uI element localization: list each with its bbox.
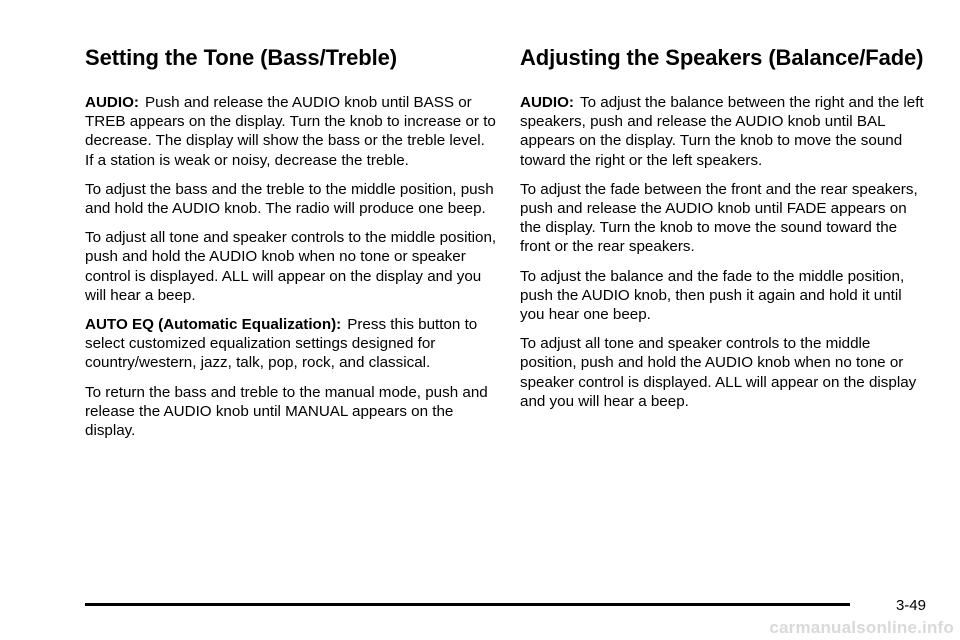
tone-audio-paragraph [85, 93, 497, 170]
auto-eq-text: Press this button to select customized equalization settings designed for country/western, jazz, talk, pop, rock, and classical. [85, 316, 478, 372]
page-number: 3-49 [895, 597, 926, 614]
tone-audio-text: Push and release the AUDIO knob until BASS or TREB appears on the display. Turn the knob to increase or to decrease. The display will show the bass or the treble level. If a station is weak or noisy, decrease the treble. [85, 94, 496, 169]
watermark: carmanualsonline.info [769, 618, 954, 637]
balance-audio-term: AUDIO: [520, 94, 574, 111]
tone-all-controls-paragraph: To adjust all tone and speaker controls to the middle position, push and hold the AUDIO knob when no tone or speaker control is displayed. ALL will appear on the display and you will hear a beep. [85, 229, 497, 304]
auto-eq-term: AUTO EQ (Automatic Equalization): [85, 316, 342, 334]
fade-paragraph: To adjust the fade between the front and the rear speakers, push and release the AUDIO knob until FADE appears on the display. Turn the knob to move the sound toward the front or the rear speakers. [520, 180, 918, 256]
tone-section [85, 40, 497, 450]
footer-rule [85, 603, 850, 606]
speakers-section [520, 40, 930, 421]
tone-audio-term: AUDIO: [85, 94, 139, 111]
speakers-all-controls-paragraph: To adjust all tone and speaker controls to the middle position, push and hold the AUDIO knob when no tone or speaker control is displayed. ALL will appear on the display and you will hear a beep. [520, 335, 917, 410]
speakers-section-heading: Adjusting the Speakers (Balance/Fade) [520, 45, 924, 70]
balance-audio-text: To adjust the balance between the right and the left speakers, push and release the AUDIO knob until BAL appears on the display. Turn the knob to move the sound toward the right or the left speakers. [520, 94, 924, 169]
balance-fade-middle-paragraph: To adjust the balance and the fade to the middle position, push the AUDIO knob, then push it again and hold it until you hear one beep. [520, 267, 905, 324]
manual-mode-paragraph: To return the bass and treble to the manual mode, push and release the AUDIO knob until MANUAL appears on the display. [85, 383, 488, 440]
auto-eq-paragraph [85, 315, 497, 373]
tone-section-heading: Setting the Tone (Bass/Treble) [85, 45, 397, 70]
tone-middle-paragraph: To adjust the bass and the treble to the middle position, push and hold the AUDIO knob. The radio will produce one beep. [85, 180, 494, 218]
balance-paragraph [520, 93, 930, 170]
